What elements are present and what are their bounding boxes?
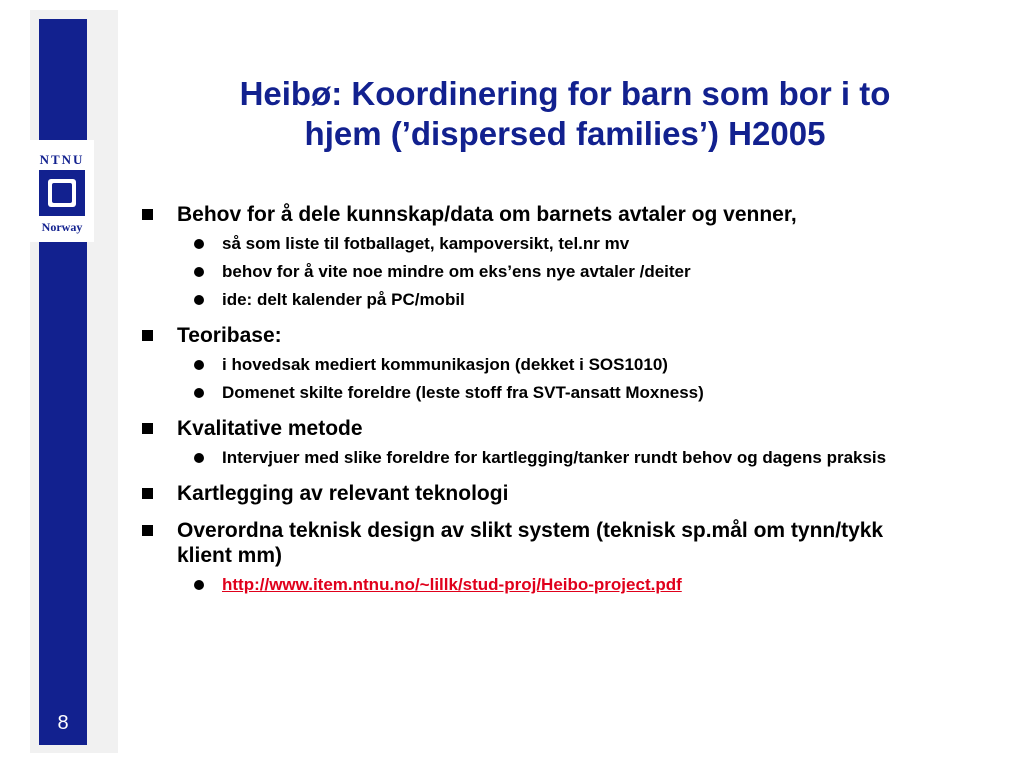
- logo-subtitle: Norway: [41, 220, 83, 234]
- page-number: 8: [57, 712, 69, 734]
- slide-title-line-1: Heibø: Koordinering for barn som bor i to: [239, 75, 891, 112]
- sub-bullet-text: så som liste til fotballaget, kampoversikt, tel.nr mv: [222, 234, 630, 253]
- bullet-item: [140, 416, 990, 441]
- sub-bullet-item: [140, 354, 990, 376]
- logo-wordmark: NTNU: [39, 152, 85, 167]
- sub-bullet-item: [140, 574, 990, 596]
- sub-bullet-item: [140, 447, 922, 469]
- slide-title-line-2: hjem (’dispersed families’) H2005: [304, 115, 826, 152]
- round-bullet-icon: [194, 453, 204, 463]
- sub-bullet-text: ide: delt kalender på PC/mobil: [222, 290, 465, 309]
- bullet-list: [140, 202, 990, 596]
- bullet-text: Overordna teknisk design av slikt system (teknisk sp.mål om tynn/tykk klient mm): [177, 519, 884, 567]
- square-bullet-icon: [142, 423, 153, 434]
- sub-bullet-item: [140, 289, 990, 311]
- square-bullet-icon: [142, 488, 153, 499]
- round-bullet-icon: [194, 360, 204, 370]
- round-bullet-icon: [194, 388, 204, 398]
- bullet-text: Kvalitative metode: [177, 417, 363, 440]
- sub-bullet-text: i hovedsak mediert kommunikasjon (dekket i SOS1010): [222, 355, 668, 374]
- bullet-item: [140, 202, 990, 227]
- bullet-item: [140, 518, 937, 568]
- square-bullet-icon: [142, 525, 153, 536]
- sub-bullet-text: Intervjuer med slike foreldre for kartlegging/tanker rundt behov og dagens praksis: [222, 448, 887, 467]
- ntnu-logo: [30, 140, 94, 242]
- round-bullet-icon: [194, 267, 204, 277]
- sub-bullet-text: behov for å vite noe mindre om eks’ens nye avtaler /deiter: [222, 262, 691, 281]
- project-pdf-link[interactable]: http://www.item.ntnu.no/~lillk/stud-proj/Heibo-project.pdf: [222, 575, 682, 594]
- bullet-text: Kartlegging av relevant teknologi: [177, 482, 509, 505]
- bullet-item: [140, 323, 990, 348]
- round-bullet-icon: [194, 295, 204, 305]
- slide-title: [150, 74, 980, 154]
- sub-bullet-item: [140, 261, 990, 283]
- round-bullet-icon: [194, 239, 204, 249]
- round-bullet-icon: [194, 580, 204, 590]
- sidebar-strip: [39, 19, 87, 745]
- bullet-text: Teoribase:: [177, 324, 282, 347]
- sub-bullet-text: Domenet skilte foreldre (leste stoff fra SVT-ansatt Moxness): [222, 383, 704, 402]
- bullet-text: Behov for å dele kunnskap/data om barnets avtaler og venner,: [177, 203, 797, 226]
- sub-bullet-item: [140, 233, 990, 255]
- square-bullet-icon: [142, 330, 153, 341]
- sub-bullet-item: [140, 382, 990, 404]
- square-bullet-icon: [142, 209, 153, 220]
- bullet-item: [140, 481, 990, 506]
- logo-emblem-icon: [39, 170, 85, 216]
